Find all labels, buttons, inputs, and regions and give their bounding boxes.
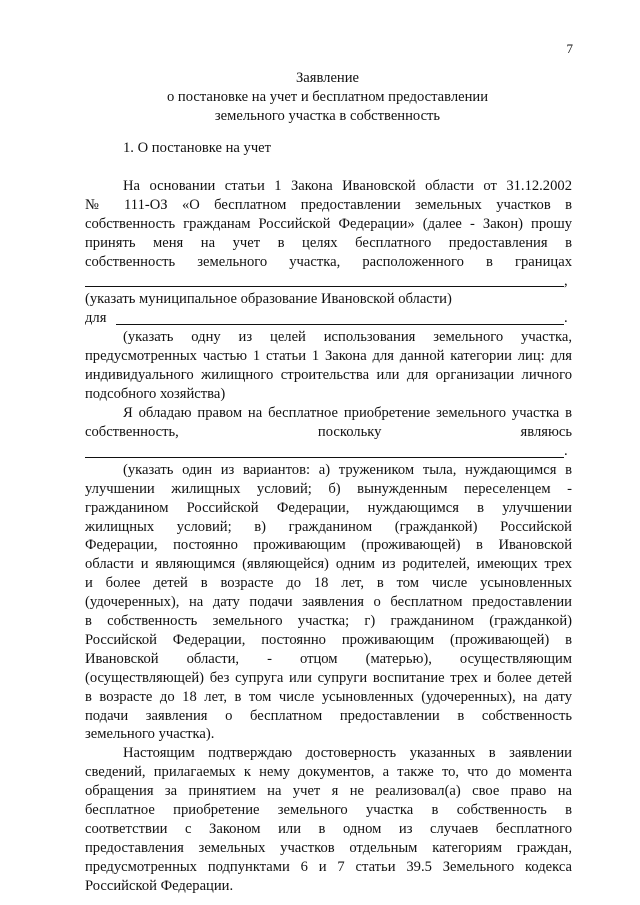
hint-line: индивидуального жилищного строительства или для организации личного <box>85 367 572 384</box>
hint-line: и более детей в возрасте до 18 лет, в том числе усыновленных <box>85 575 572 592</box>
document-title <box>0 69 640 126</box>
hint-line: жилищных условий; в) гражданином (гражданкой) Российской <box>85 518 572 535</box>
text-line: обращения за принятием на учет я не реализовал(а) свое право на <box>85 783 572 800</box>
for-label: для <box>85 310 107 327</box>
text-line: сведений, прилагаемых к нему документов, а также то, что до момента <box>85 764 572 781</box>
text-line: принять меня на учет в целях бесплатного предоставления в <box>85 234 572 251</box>
hint-line: Федерации, постоянно проживающим (проживающей) в Ивановской <box>85 537 572 554</box>
line-punct: , <box>564 272 568 289</box>
hint-line: (указать один из вариантов: а) тружеником тыла, нуждающимся в <box>123 461 572 478</box>
title-line-1: Заявление <box>295 70 360 86</box>
hint-line: улучшении жилищных условий; б) вынужденным переселенцем - <box>85 480 572 497</box>
confirmation-paragraph <box>85 744 572 895</box>
text-line: бесплатное приобретение земельного участка в собственность в <box>85 802 572 819</box>
hint-line: Российской Федерации, постоянно проживающим (проживающей) в <box>85 631 572 648</box>
hint-line: (удочеренных), на дату подачи заявления о бесплатном предоставлении <box>85 594 572 611</box>
text-line: Я обладаю правом на бесплатное приобретение земельного участка в <box>123 404 572 421</box>
hint-line: области и являющимся (являющейся) одним из родителей, имеющих трех <box>85 556 572 573</box>
line-punct: . <box>564 310 568 327</box>
text-line: № 111-ОЗ «О бесплатном предоставлении земельных участков в <box>85 196 572 213</box>
hint-line: в возрасте до 18 лет, в том числе усыновленных (удочеренных), на дату <box>85 688 572 705</box>
municipality-fill-line[interactable] <box>85 271 572 290</box>
request-paragraph <box>85 177 572 272</box>
hint-line: земельного участка). <box>85 726 215 743</box>
page-number: 7 <box>566 41 573 56</box>
text-line: собственность гражданам Российской Федерации» (далее - Закон) прошу <box>85 215 572 232</box>
purpose-fill-line[interactable] <box>85 309 572 328</box>
hint-line: гражданином Российской Федерации, нуждающимся в улучшении <box>85 499 572 516</box>
category-fill-line[interactable] <box>85 442 572 461</box>
hint-line: в собственность земельного участка; г) гражданином (гражданкой) <box>85 613 572 630</box>
text-line: Настоящим подтверждаю достоверность указанных в заявлении <box>123 745 572 762</box>
text-line: предоставления земельных участков отдельным категориям граждан, <box>85 839 572 856</box>
text-line: На основании статьи 1 Закона Ивановской области от 31.12.2002 <box>123 177 572 194</box>
title-line-3: земельного участка в собственность <box>214 107 441 124</box>
document-body <box>85 139 572 896</box>
text-line: соответствии с Законом или в одном из случаев бесплатного <box>85 821 572 837</box>
blank-underline <box>85 273 564 287</box>
text-line: собственность, поскольку являюсь <box>85 423 572 440</box>
text-line: предусмотренных подпунктами 6 и 7 статьи 39.5 Земельного кодекса <box>85 858 572 875</box>
hint-line: подачи заявления о бесплатном предоставлении в собственность <box>85 707 572 724</box>
text-line: Российской Федерации. <box>85 877 234 894</box>
municipality-hint: (указать муниципальное образование Ивановской области) <box>85 291 452 308</box>
right-paragraph <box>85 404 572 442</box>
hint-line: предусмотренных частью 1 статьи 1 Закона для данной категории лиц: для <box>85 348 572 365</box>
purpose-hint <box>85 328 572 404</box>
blank-underline <box>85 444 564 458</box>
line-punct: . <box>564 442 568 459</box>
text-line: собственность земельного участка, расположенного в границах <box>85 253 572 270</box>
category-hint <box>85 461 572 745</box>
hint-line: подсобного хозяйства) <box>85 386 226 403</box>
blank-underline <box>116 311 564 325</box>
hint-line: (указать одну из целей использования земельного участка, <box>123 329 572 346</box>
hint-line: Ивановской области, - отцом (матерью), осуществляющим <box>85 650 572 667</box>
section-heading: 1. О постановке на учет <box>123 140 272 156</box>
title-line-2: о постановке на учет и бесплатном предоставлении <box>166 88 489 105</box>
hint-line: (осуществляющей) без супруга или супруги воспитание трех и более детей <box>85 669 572 686</box>
